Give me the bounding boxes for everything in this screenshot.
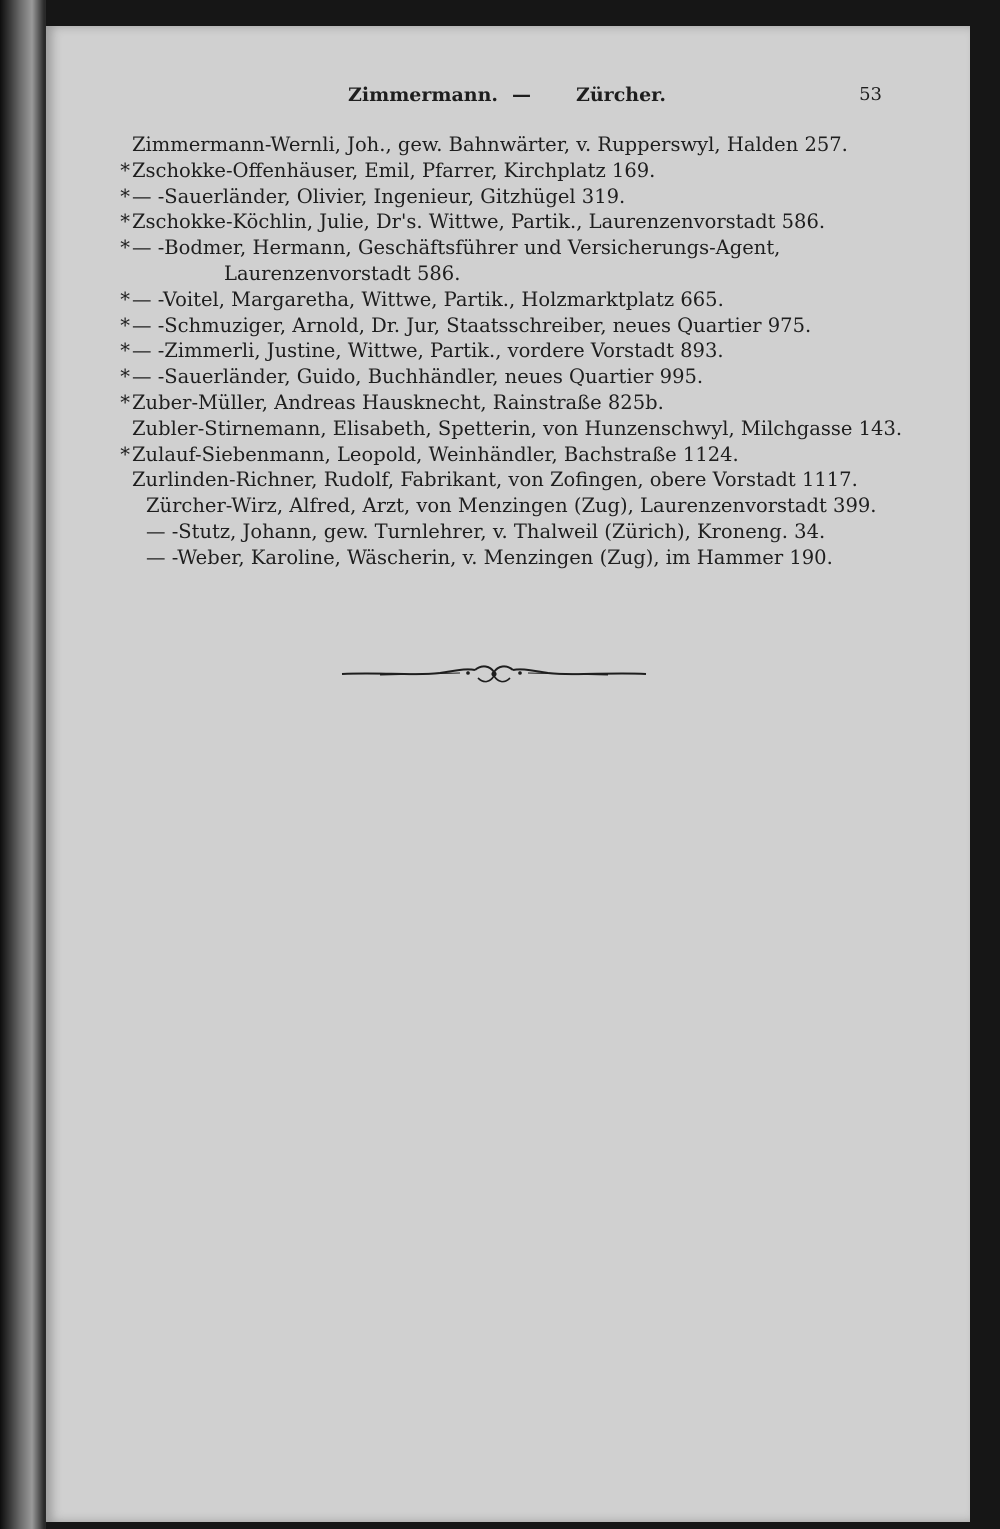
entry-text: — -Voitel, Margaretha, Wittwe, Partik., Holzmarktplatz 665. [132, 287, 724, 311]
directory-entry [112, 364, 882, 390]
directory-entry [112, 287, 882, 313]
book-spine-edge [0, 0, 46, 1529]
entry-marker: * [120, 390, 130, 414]
page-number: 53 [859, 84, 882, 105]
entry-text: — -Schmuziger, Arnold, Dr. Jur, Staatsschreiber, neues Quartier 975. [132, 313, 812, 337]
entry-text: — -Bodmer, Hermann, Geschäftsführer und Versicherungs-Agent, [132, 236, 781, 260]
directory-entry [112, 493, 882, 519]
entry-marker: * [120, 236, 130, 260]
entry-marker: * [120, 210, 130, 234]
entry-text: Zürcher-Wirz, Alfred, Arzt, von Menzingen (Zug), Laurenzenvorstadt 399. [146, 494, 877, 518]
directory-entry [112, 338, 882, 364]
entry-marker: * [120, 287, 130, 311]
directory-entry [112, 442, 882, 468]
directory-entry [112, 313, 882, 339]
entry-text: Zurlinden-Richner, Rudolf, Fabrikant, von Zofingen, obere Vorstadt 1117. [132, 468, 858, 492]
directory-entry [112, 467, 882, 493]
entry-marker: * [120, 158, 130, 182]
decorative-rule-icon [340, 660, 648, 688]
entry-text: Zimmermann-Wernli, Joh., gew. Bahnwärter, v. Rupperswyl, Halden 257. [132, 133, 848, 156]
directory-entry [112, 209, 882, 235]
running-header [300, 84, 882, 110]
entry-marker: * [120, 339, 130, 363]
directory-entry [112, 390, 882, 416]
entry-marker: * [120, 365, 130, 389]
header-dash: — [512, 84, 531, 106]
directory-entry [112, 235, 882, 261]
entry-text: — -Sauerländer, Guido, Buchhändler, neues Quartier 995. [132, 365, 704, 389]
directory-entry [112, 416, 903, 442]
entry-text: — -Stutz, Johann, gew. Turnlehrer, v. Thalweil (Zürich), Kroneng. 34. [146, 519, 826, 543]
entry-text: Zschokke-Offenhäuser, Emil, Pfarrer, Kirchplatz 169. [132, 158, 656, 182]
directory-entry [112, 158, 882, 184]
directory-entry [112, 132, 882, 158]
header-right: Zürcher. [576, 84, 667, 106]
directory-entry [112, 184, 882, 210]
entry-text: Zubler-Stirnemann, Elisabeth, Spetterin, von Hunzenschwyl, Milchgasse 143. [132, 416, 903, 440]
entry-text: — -Sauerländer, Olivier, Ingenieur, Gitzhügel 319. [132, 184, 626, 208]
entry-text: — -Zimmerli, Justine, Wittwe, Partik., vordere Vorstadt 893. [132, 339, 724, 363]
entry-marker: * [120, 313, 130, 337]
entry-text: — -Weber, Karoline, Wäscherin, v. Menzingen (Zug), im Hammer 190. [146, 545, 833, 569]
entry-text: Zuber-Müller, Andreas Hausknecht, Rainstraße 825b. [132, 390, 664, 414]
header-left: Zimmermann. [348, 84, 499, 106]
entry-text: Zschokke-Köchlin, Julie, Dr's. Wittwe, Partik., Laurenzenvorstadt 586. [132, 210, 826, 234]
entry-text: Laurenzenvorstadt 586. [224, 261, 461, 285]
directory-entry-continuation [112, 261, 882, 287]
directory-entry [112, 519, 882, 545]
directory-entries [112, 132, 903, 571]
entry-text: Zulauf-Siebenmann, Leopold, Weinhändler, Bachstraße 1124. [132, 442, 739, 466]
directory-entry [112, 545, 882, 571]
entry-marker: * [120, 442, 130, 466]
entry-marker: * [120, 184, 130, 208]
